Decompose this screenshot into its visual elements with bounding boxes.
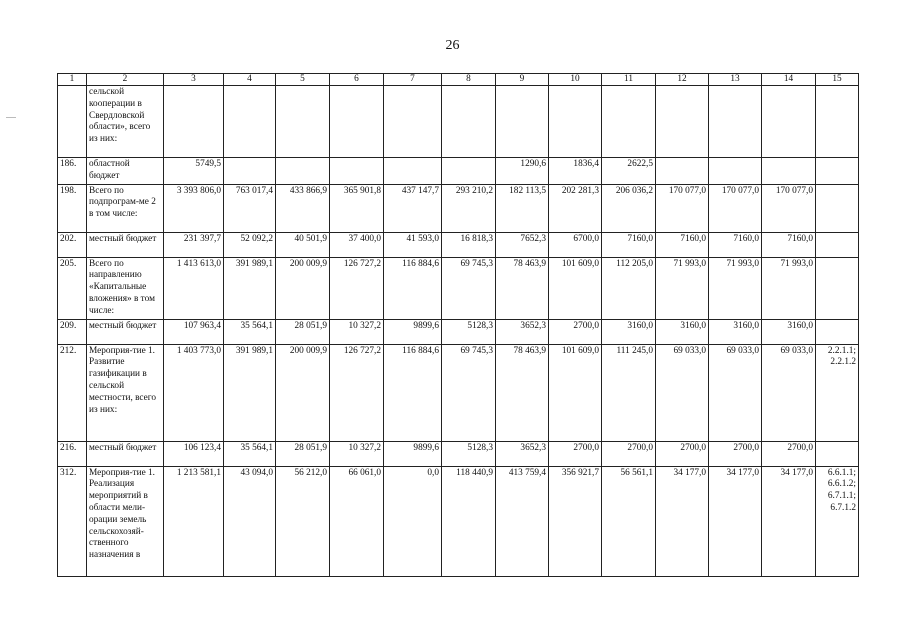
value-cell: 69 033,0 [709,344,762,441]
value-cell: 356 921,7 [549,466,602,576]
value-cell [442,158,496,185]
value-cell: 3160,0 [762,319,816,344]
value-cell [762,86,816,158]
table-row [58,86,859,158]
table-row [58,257,859,319]
column-header: 13 [709,74,762,86]
column-header: 9 [496,74,549,86]
value-cell: 28 051,9 [276,441,330,466]
column-header: 10 [549,74,602,86]
column-header: 7 [384,74,442,86]
value-cell: 78 463,9 [496,257,549,319]
value-cell: 5128,3 [442,441,496,466]
value-cell: 9899,6 [384,319,442,344]
value-cell: 106 123,4 [164,441,224,466]
value-cell: 28 051,9 [276,319,330,344]
value-cell: 3652,3 [496,319,549,344]
table-row [58,441,859,466]
value-cell: 437 147,7 [384,184,442,232]
value-cell: 1 213 581,1 [164,466,224,576]
column-header: 1 [58,74,87,86]
row-description: Всего по направлению «Капитальные вложения» в том числе: [87,257,164,319]
value-cell: 365 901,8 [330,184,384,232]
value-cell: 56 212,0 [276,466,330,576]
value-cell: 5128,3 [442,319,496,344]
column-header: 12 [656,74,709,86]
row-description: Мероприя-тие 1. Развитие газификации в сельской местности, всего из них: [87,344,164,441]
row-number [58,86,87,158]
value-cell [224,158,276,185]
page-number: 26 [445,38,460,53]
value-cell [656,158,709,185]
value-cell: 7160,0 [709,232,762,257]
value-cell: 116 884,6 [384,344,442,441]
value-cell: 200 009,9 [276,257,330,319]
target-codes [816,441,859,466]
value-cell: 2700,0 [602,441,656,466]
value-cell: 2700,0 [549,319,602,344]
value-cell [709,158,762,185]
value-cell: 433 866,9 [276,184,330,232]
value-cell: 202 281,3 [549,184,602,232]
row-description: местный бюджет [87,441,164,466]
row-number: 216. [58,441,87,466]
value-cell: 1 413 613,0 [164,257,224,319]
value-cell [276,86,330,158]
target-codes [816,319,859,344]
table-body [58,86,859,577]
column-header: 15 [816,74,859,86]
row-number: 209. [58,319,87,344]
value-cell [709,86,762,158]
value-cell: 69 745,3 [442,344,496,441]
value-cell: 0,0 [384,466,442,576]
table-row [58,158,859,185]
value-cell: 34 177,0 [656,466,709,576]
value-cell: 200 009,9 [276,344,330,441]
value-cell: 52 092,2 [224,232,276,257]
row-number: 205. [58,257,87,319]
value-cell: 43 094,0 [224,466,276,576]
value-cell: 69 745,3 [442,257,496,319]
column-header: 5 [276,74,330,86]
value-cell: 71 993,0 [709,257,762,319]
target-codes: 6.6.1.1; 6.6.1.2; 6.7.1.1; 6.7.1.2 [816,466,859,576]
value-cell: 7160,0 [656,232,709,257]
row-description: местный бюджет [87,319,164,344]
row-description: местный бюджет [87,232,164,257]
value-cell: 1 403 773,0 [164,344,224,441]
value-cell [762,158,816,185]
budget-table [57,73,859,577]
value-cell [330,158,384,185]
table-row [58,232,859,257]
column-header: 4 [224,74,276,86]
target-codes [816,232,859,257]
value-cell: 7160,0 [602,232,656,257]
value-cell: 6700,0 [549,232,602,257]
value-cell: 126 727,2 [330,344,384,441]
row-number: 312. [58,466,87,576]
column-header: 6 [330,74,384,86]
value-cell [164,86,224,158]
margin-mark [6,117,16,118]
value-cell: 16 818,3 [442,232,496,257]
target-codes [816,158,859,185]
value-cell: 126 727,2 [330,257,384,319]
value-cell: 5749,5 [164,158,224,185]
value-cell: 35 564,1 [224,441,276,466]
value-cell: 101 609,0 [549,257,602,319]
value-cell: 413 759,4 [496,466,549,576]
row-number: 212. [58,344,87,441]
table-row [58,319,859,344]
value-cell: 206 036,2 [602,184,656,232]
table-row [58,344,859,441]
value-cell: 118 440,9 [442,466,496,576]
value-cell: 3160,0 [709,319,762,344]
value-cell: 101 609,0 [549,344,602,441]
value-cell [384,86,442,158]
value-cell: 170 077,0 [762,184,816,232]
value-cell: 112 205,0 [602,257,656,319]
value-cell: 391 989,1 [224,257,276,319]
value-cell: 182 113,5 [496,184,549,232]
value-cell: 69 033,0 [656,344,709,441]
value-cell [330,86,384,158]
value-cell: 37 400,0 [330,232,384,257]
value-cell: 66 061,0 [330,466,384,576]
value-cell: 2700,0 [762,441,816,466]
target-codes [816,184,859,232]
row-description: сельской кооперации в Свердловской области», всего из них: [87,86,164,158]
value-cell: 7160,0 [762,232,816,257]
row-description: областной бюджет [87,158,164,185]
value-cell: 10 327,2 [330,319,384,344]
value-cell: 2700,0 [656,441,709,466]
value-cell: 7652,3 [496,232,549,257]
value-cell: 170 077,0 [709,184,762,232]
value-cell: 71 993,0 [656,257,709,319]
value-cell: 111 245,0 [602,344,656,441]
table-row [58,466,859,576]
value-cell: 116 884,6 [384,257,442,319]
value-cell [224,86,276,158]
value-cell [602,86,656,158]
value-cell: 170 077,0 [656,184,709,232]
row-description: Мероприя-тие 1. Реализация мероприятий в области мели-орации земель сельскохозяй-ственного назначения в [87,466,164,576]
column-header: 11 [602,74,656,86]
column-header: 2 [87,74,164,86]
value-cell [656,86,709,158]
value-cell: 3 393 806,0 [164,184,224,232]
value-cell: 10 327,2 [330,441,384,466]
value-cell [549,86,602,158]
value-cell: 41 593,0 [384,232,442,257]
row-description: Всего по подпрограм-ме 2 в том числе: [87,184,164,232]
target-codes [816,86,859,158]
row-number: 202. [58,232,87,257]
value-cell: 293 210,2 [442,184,496,232]
value-cell [442,86,496,158]
value-cell: 34 177,0 [762,466,816,576]
row-number: 186. [58,158,87,185]
value-cell: 2700,0 [549,441,602,466]
column-header: 8 [442,74,496,86]
value-cell: 2700,0 [709,441,762,466]
value-cell: 9899,6 [384,441,442,466]
budget-table-container [57,73,859,577]
column-header: 3 [164,74,224,86]
value-cell: 3652,3 [496,441,549,466]
value-cell: 35 564,1 [224,319,276,344]
value-cell [276,158,330,185]
value-cell: 56 561,1 [602,466,656,576]
row-number: 198. [58,184,87,232]
value-cell: 2622,5 [602,158,656,185]
value-cell: 40 501,9 [276,232,330,257]
target-codes: 2.2.1.1; 2.2.1.2 [816,344,859,441]
value-cell: 78 463,9 [496,344,549,441]
value-cell: 3160,0 [656,319,709,344]
table-row [58,184,859,232]
value-cell: 1836,4 [549,158,602,185]
value-cell: 3160,0 [602,319,656,344]
value-cell: 34 177,0 [709,466,762,576]
header-row [58,74,859,86]
value-cell: 1290,6 [496,158,549,185]
target-codes [816,257,859,319]
value-cell: 391 989,1 [224,344,276,441]
value-cell: 231 397,7 [164,232,224,257]
column-header: 14 [762,74,816,86]
value-cell: 71 993,0 [762,257,816,319]
value-cell: 107 963,4 [164,319,224,344]
value-cell: 69 033,0 [762,344,816,441]
value-cell [384,158,442,185]
value-cell [496,86,549,158]
value-cell: 763 017,4 [224,184,276,232]
